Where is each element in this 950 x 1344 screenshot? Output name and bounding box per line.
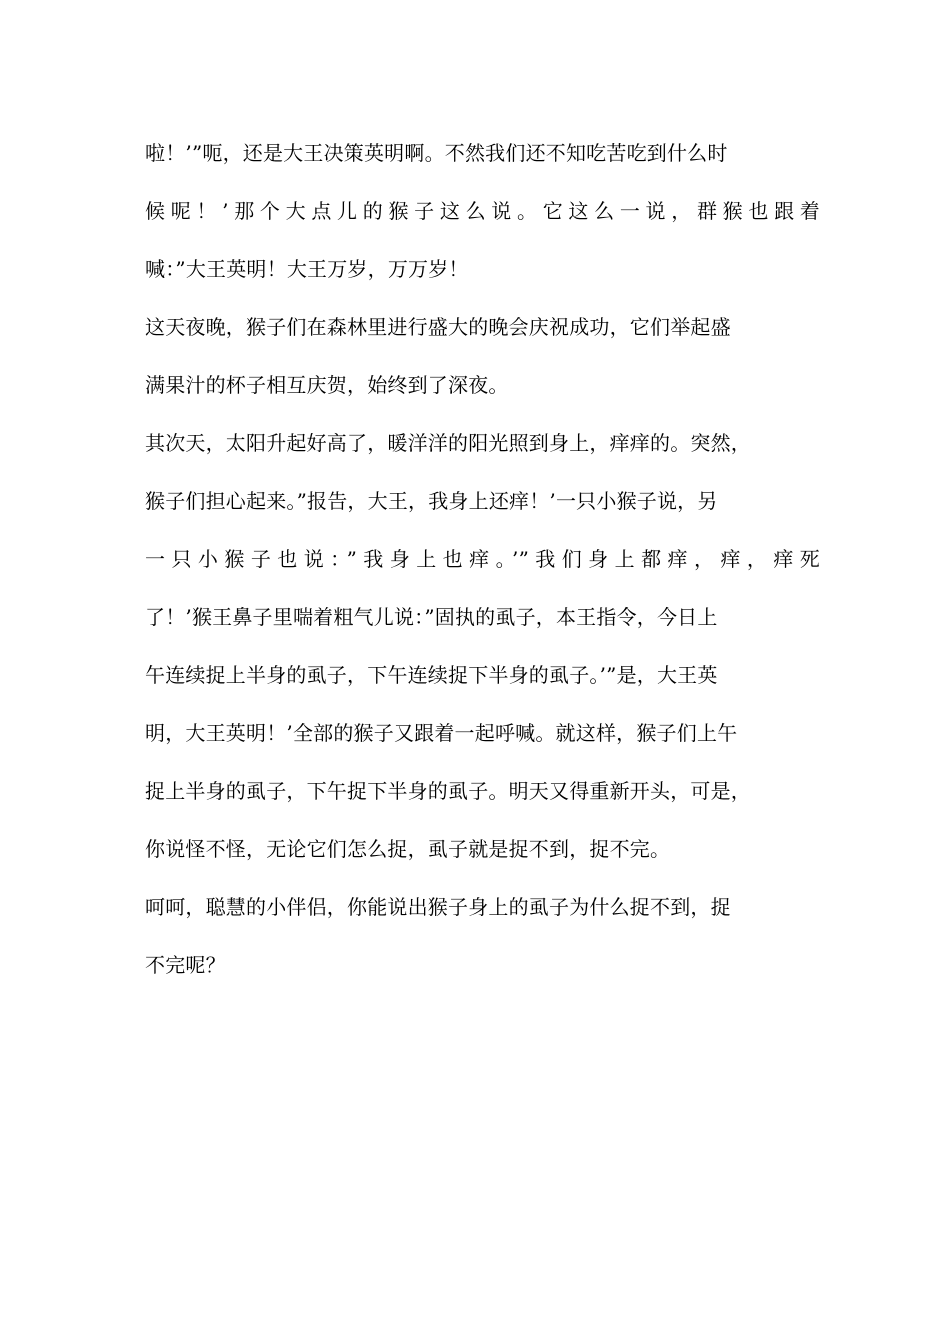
- text-line: 呵呵，聪慧的小伴侣，你能说出猴子身上的虱子为什么捉不到，捉: [145, 895, 731, 919]
- text-line: 喊：”大王英明！大王万岁，万万岁！: [145, 257, 469, 281]
- text-line: 明，大王英明！’全部的猴子又跟着一起呼喊。就这样，猴子们上午: [145, 721, 738, 745]
- text-line: 满果汁的杯子相互庆贺，始终到了深夜。: [145, 373, 509, 397]
- text-line: 捉上半身的虱子，下午捉下半身的虱子。明天又得重新开头，可是，: [145, 779, 751, 803]
- text-line: 候呢！’那个大点儿的猴子这么说。它这么一说，群猴也跟着: [145, 199, 820, 223]
- text-line: 不完呢？: [145, 953, 226, 977]
- story-text-block: [145, 131, 845, 1001]
- text-line: 这天夜晚，猴子们在森林里进行盛大的晚会庆祝成功，它们举起盛: [145, 315, 731, 339]
- text-line: 猴子们担心起来。”报告，大王，我身上还痒！’一只小猴子说，另: [145, 489, 718, 513]
- text-line: 午连续捉上半身的虱子，下午连续捉下半身的虱子。’”是，大王英: [145, 663, 718, 687]
- text-line: 一只小猴子也说：”我身上也痒。’”我们身上都痒，痒，痒死: [145, 547, 820, 571]
- text-line: 其次天，太阳升起好高了，暖洋洋的阳光照到身上，痒痒的。突然，: [145, 431, 751, 455]
- text-line: 了！’猴王鼻子里喘着粗气儿说：”固执的虱子，本王指令，今日上: [145, 605, 718, 629]
- text-line: 你说怪不怪，无论它们怎么捉，虱子就是捉不到，捉不完。: [145, 837, 671, 861]
- text-line: 啦！’”呃，还是大王决策英明啊。不然我们还不知吃苦吃到什么时: [145, 141, 728, 165]
